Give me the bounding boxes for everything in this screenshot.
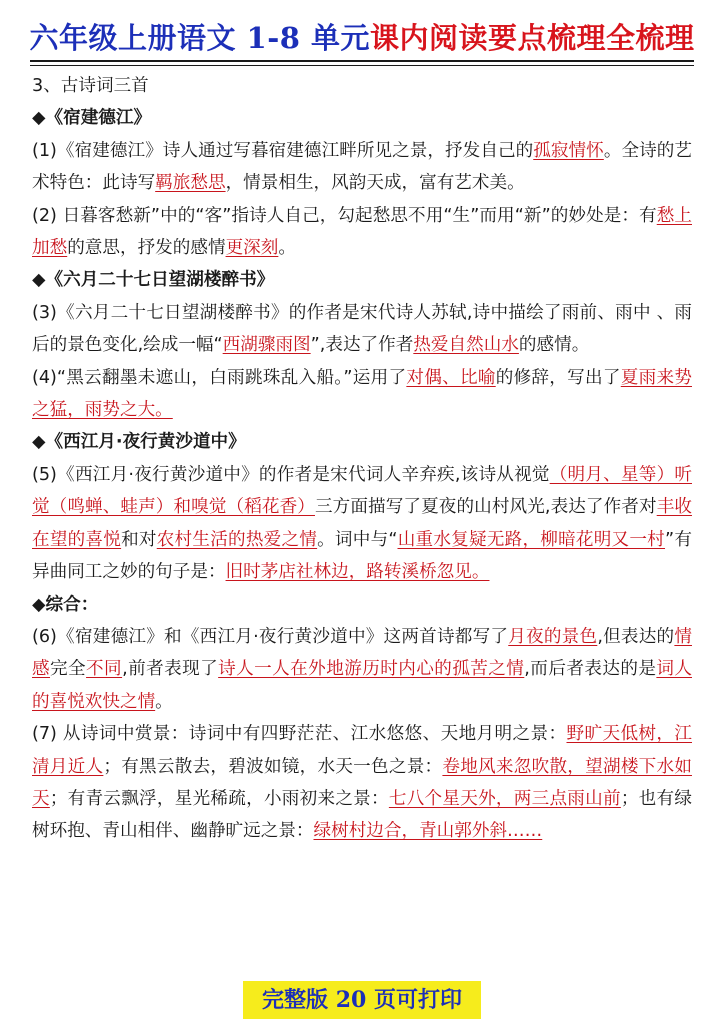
answer-highlight: 孤寂情怀 bbox=[533, 140, 604, 161]
text: ”,表达了作者 bbox=[310, 335, 414, 356]
question-1 bbox=[32, 135, 692, 200]
text: ；有黑云散去，碧波如镜，水天一色之景： bbox=[103, 756, 443, 777]
text: ”有异曲同工之妙的句子是： bbox=[32, 529, 692, 583]
answer-highlight: 更深刻 bbox=[225, 238, 279, 259]
answer-highlight: 夏雨来势之猛，雨势之大。 bbox=[32, 367, 692, 421]
answer-highlight: 不同 bbox=[86, 659, 123, 680]
text: (4)“黑云翻墨未遮山，白雨跳珠乱入船。”运用了 bbox=[32, 367, 407, 388]
text: 完全 bbox=[50, 659, 87, 680]
question-6 bbox=[32, 621, 692, 718]
text: ；也有绿树环抱、青山相伴、幽静旷远之景： bbox=[32, 788, 692, 842]
answer-highlight: 绿树村边合，青山郭外斜…… bbox=[313, 821, 543, 842]
answer-highlight: 卷地风来忽吹散，望湖楼下水如天 bbox=[32, 756, 692, 809]
text: 的修辞，写出了 bbox=[495, 367, 621, 388]
answer-highlight: 西湖骤雨图 bbox=[222, 335, 311, 356]
answer-highlight: 月夜的景色 bbox=[508, 626, 598, 647]
answer-highlight: 诗人一人在外地游历时内心的孤苦之情 bbox=[218, 659, 525, 680]
text: ,但表达的 bbox=[597, 626, 675, 647]
question-2 bbox=[32, 200, 692, 265]
answer-highlight: 词人的喜悦欢快之情 bbox=[32, 659, 692, 712]
poem-heading-2: ◆《六月二十七日望湖楼醉书》 bbox=[32, 270, 275, 291]
answer-highlight: 山重水复疑无路，柳暗花明又一村 bbox=[397, 529, 666, 550]
answer-highlight: 热爱自然山水 bbox=[413, 335, 519, 356]
document-body bbox=[32, 70, 692, 848]
answer-highlight: 羁旅愁思 bbox=[155, 173, 226, 194]
text: ，情景相生，风韵天成，富有艺术美。 bbox=[225, 173, 525, 194]
title-blue-part: 六年级上册语文 1-8 单元 bbox=[29, 21, 371, 55]
answer-highlight: 农村生活的热爱之情 bbox=[156, 529, 318, 550]
text: 。词中与“ bbox=[317, 529, 398, 550]
answer-highlight: 旧时茅店社林边，路转溪桥忽见。 bbox=[225, 562, 490, 583]
answer-highlight: （明月、星等）听觉（鸣蝉、蛙声）和嗅觉（稻花香） bbox=[32, 464, 692, 518]
text: (7) 从诗词中赏景：诗词中有四野茫茫、江水悠悠、天地月明之景： bbox=[32, 724, 567, 745]
text: (2) 日暮客愁新”中的“客”指诗人自己，勾起愁思不用“生”而用“新”的妙处是：有 bbox=[32, 205, 657, 226]
text: 的意思，抒发的感情 bbox=[67, 238, 226, 259]
text: 的感情。 bbox=[518, 335, 590, 356]
text: (6)《宿建德江》和《西江月·夜行黄沙道中》这两首诗都写了 bbox=[32, 626, 509, 647]
answer-highlight: 野旷天低树，江清月近人 bbox=[32, 724, 692, 777]
question-5 bbox=[32, 459, 692, 589]
poem-heading-3: ◆《西江月·夜行黄沙道中》 bbox=[32, 432, 246, 453]
poem-heading-1: ◆《宿建德江》 bbox=[32, 108, 152, 129]
text: ,前者表现了 bbox=[122, 659, 219, 680]
text: ；有青云飘浮，星光稀疏，小雨初来之景： bbox=[49, 788, 389, 809]
question-4 bbox=[32, 362, 692, 427]
text: 。 bbox=[278, 238, 296, 259]
answer-highlight: 对偶、比喻 bbox=[406, 367, 496, 388]
title-divider bbox=[30, 60, 694, 62]
text: 和对 bbox=[121, 529, 157, 550]
footer-banner: 完整版 20 页可打印 bbox=[243, 981, 481, 1019]
title-red-part: 课内阅读要点梳理全梳理 bbox=[370, 21, 695, 55]
question-3 bbox=[32, 297, 692, 362]
text: (5)《西江月·夜行黄沙道中》的作者是宋代词人辛弃疾,该诗从视觉 bbox=[32, 464, 550, 485]
answer-highlight: 情感 bbox=[32, 626, 692, 680]
title-divider-thin bbox=[30, 65, 694, 66]
text: ,而后者表达的是 bbox=[524, 659, 657, 680]
text: (1)《宿建德江》诗人通过写暮宿建德江畔所见之景，抒发自己的 bbox=[32, 140, 534, 161]
answer-highlight: 愁上加愁 bbox=[32, 205, 692, 259]
page-title bbox=[0, 16, 724, 57]
text: 三方面描写了夏夜的山村风光,表达了作者对 bbox=[314, 497, 657, 518]
answer-highlight: 七八个星天外，两三点雨山前 bbox=[388, 788, 621, 809]
answer-highlight: 丰收在望的喜悦 bbox=[32, 497, 692, 550]
section-title: 3、古诗词三首 bbox=[32, 76, 149, 96]
text: 。 bbox=[155, 691, 173, 712]
text: 。全诗的艺术特色：此诗写 bbox=[32, 140, 692, 194]
text: (3)《六月二十七日望湖楼醉书》的作者是宋代诗人苏轼,诗中描绘了雨前、雨中 、雨后的景色变化,绘成一幅“ bbox=[32, 302, 692, 356]
question-7 bbox=[32, 718, 692, 848]
summary-heading: ◆综合： bbox=[32, 594, 99, 615]
